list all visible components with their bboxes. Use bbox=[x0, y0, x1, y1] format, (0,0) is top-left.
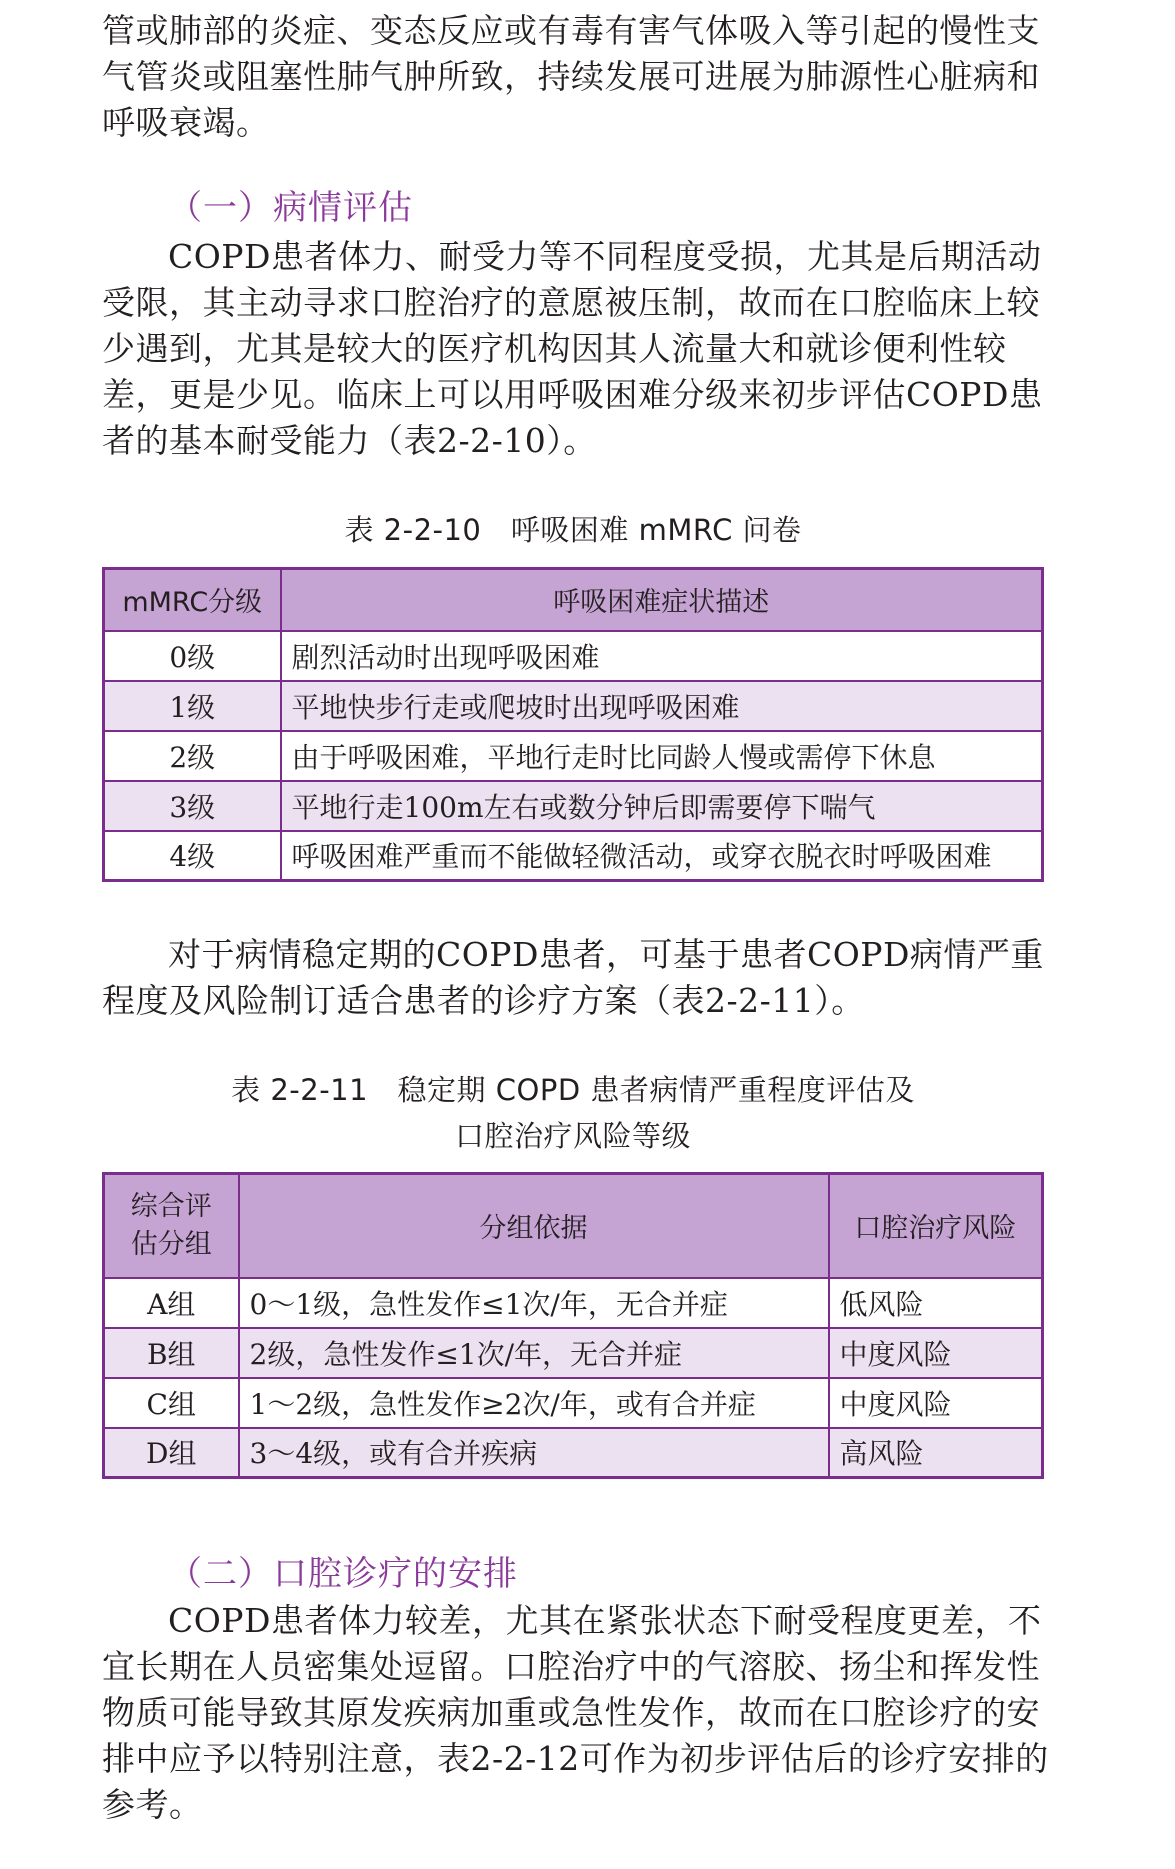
table-caption: 表 2-2-10 呼吸困难 mMRC 问卷 bbox=[344, 513, 802, 547]
mmrc-table bbox=[102, 567, 1044, 882]
table-cell: 中度风险 bbox=[829, 1378, 1043, 1428]
table-row bbox=[104, 1328, 1043, 1378]
risk-table bbox=[102, 1172, 1044, 1479]
table-header-line: 综合评 bbox=[130, 1190, 212, 1222]
table-cell: 2级 bbox=[104, 731, 281, 781]
text-line: COPD患者体力较差，尤其在紧张状态下耐受程度更差，不 bbox=[168, 1601, 1042, 1640]
text-line: 管或肺部的炎症、变态反应或有毒有害气体吸入等引起的慢性支 bbox=[102, 11, 1040, 50]
text-line: COPD患者体力、耐受力等不同程度受损，尤其是后期活动 bbox=[168, 237, 1042, 276]
text-line: 宜长期在人员密集处逗留。口腔治疗中的气溶胶、扬尘和挥发性 bbox=[102, 1647, 1040, 1686]
middle-paragraph bbox=[102, 932, 1044, 1024]
table-row bbox=[104, 631, 1043, 681]
table-cell: 1级 bbox=[104, 681, 281, 731]
text-line: 排中应予以特别注意，表2-2-12可作为初步评估后的诊疗安排的 bbox=[102, 1739, 1049, 1778]
table-row bbox=[104, 731, 1043, 781]
table-cell: 平地行走100m左右或数分钟后即需要停下喘气 bbox=[281, 781, 1043, 831]
table-cell: B组 bbox=[104, 1328, 239, 1378]
table-cell: 由于呼吸困难，平地行走时比同龄人慢或需停下休息 bbox=[281, 731, 1043, 781]
table-row bbox=[104, 831, 1043, 881]
table-header-cell bbox=[104, 1174, 239, 1278]
table-cell: 剧烈活动时出现呼吸困难 bbox=[281, 631, 1043, 681]
table-cell: 平地快步行走或爬坡时出现呼吸困难 bbox=[281, 681, 1043, 731]
table-header-cell: 分组依据 bbox=[239, 1174, 829, 1278]
table-header-cell: 口腔治疗风险 bbox=[829, 1174, 1043, 1278]
table-cell: 0～1级，急性发作≤1次/年，无合并症 bbox=[239, 1278, 829, 1328]
section2-paragraph bbox=[102, 1598, 1049, 1828]
table-row bbox=[104, 1428, 1043, 1478]
text-line: 物质可能导致其原发疾病加重或急性发作，故而在口腔诊疗的安 bbox=[102, 1693, 1040, 1732]
table-cell: D组 bbox=[104, 1428, 239, 1478]
table-cell: 1～2级，急性发作≥2次/年，或有合并症 bbox=[239, 1378, 829, 1428]
table-header-line: 估分组 bbox=[130, 1228, 212, 1260]
text-line: 呼吸衰竭。 bbox=[102, 103, 270, 142]
section-heading: （二）口腔诊疗的安排 bbox=[168, 1554, 518, 1594]
section-heading: （一）病情评估 bbox=[168, 188, 413, 228]
text-line: 参考。 bbox=[102, 1785, 203, 1824]
table-header-cell: 呼吸困难症状描述 bbox=[281, 569, 1043, 631]
table-caption-line: 表 2-2-11 稳定期 COPD 患者病情严重程度评估及 bbox=[231, 1073, 915, 1107]
table-cell: 2级，急性发作≤1次/年，无合并症 bbox=[239, 1328, 829, 1378]
text-line: 差，更是少见。临床上可以用呼吸困难分级来初步评估COPD患 bbox=[102, 375, 1043, 414]
intro-paragraph bbox=[102, 8, 1044, 146]
table-cell: 4级 bbox=[104, 831, 281, 881]
text-line: 对于病情稳定期的COPD患者，可基于患者COPD病情严重 bbox=[168, 935, 1044, 974]
table-cell: 3级 bbox=[104, 781, 281, 831]
table-row bbox=[104, 1278, 1043, 1328]
table-cell: C组 bbox=[104, 1378, 239, 1428]
table-cell: A组 bbox=[104, 1278, 239, 1328]
text-line: 气管炎或阻塞性肺气肿所致，持续发展可进展为肺源性心脏病和 bbox=[102, 57, 1040, 96]
table-cell: 高风险 bbox=[829, 1428, 1043, 1478]
text-line: 者的基本耐受能力（表2-2-10）。 bbox=[102, 421, 597, 460]
section1-paragraph bbox=[102, 234, 1044, 464]
table-caption-line: 口腔治疗风险等级 bbox=[454, 1119, 691, 1153]
table-row bbox=[104, 781, 1043, 831]
table-cell: 0级 bbox=[104, 631, 281, 681]
table-cell: 3～4级，或有合并疾病 bbox=[239, 1428, 829, 1478]
table-cell: 呼吸困难严重而不能做轻微活动，或穿衣脱衣时呼吸困难 bbox=[281, 831, 1043, 881]
table-cell: 中度风险 bbox=[829, 1328, 1043, 1378]
table-cell: 低风险 bbox=[829, 1278, 1043, 1328]
text-line: 程度及风险制订适合患者的诊疗方案（表2-2-11）。 bbox=[102, 981, 865, 1020]
text-line: 少遇到，尤其是较大的医疗机构因其人流量大和就诊便利性较 bbox=[102, 329, 1007, 368]
table-row bbox=[104, 681, 1043, 731]
table-row bbox=[104, 1378, 1043, 1428]
text-line: 受限，其主动寻求口腔治疗的意愿被压制，故而在口腔临床上较 bbox=[102, 283, 1040, 322]
table-caption bbox=[102, 1067, 1044, 1159]
table-header-cell: mMRC分级 bbox=[104, 569, 281, 631]
